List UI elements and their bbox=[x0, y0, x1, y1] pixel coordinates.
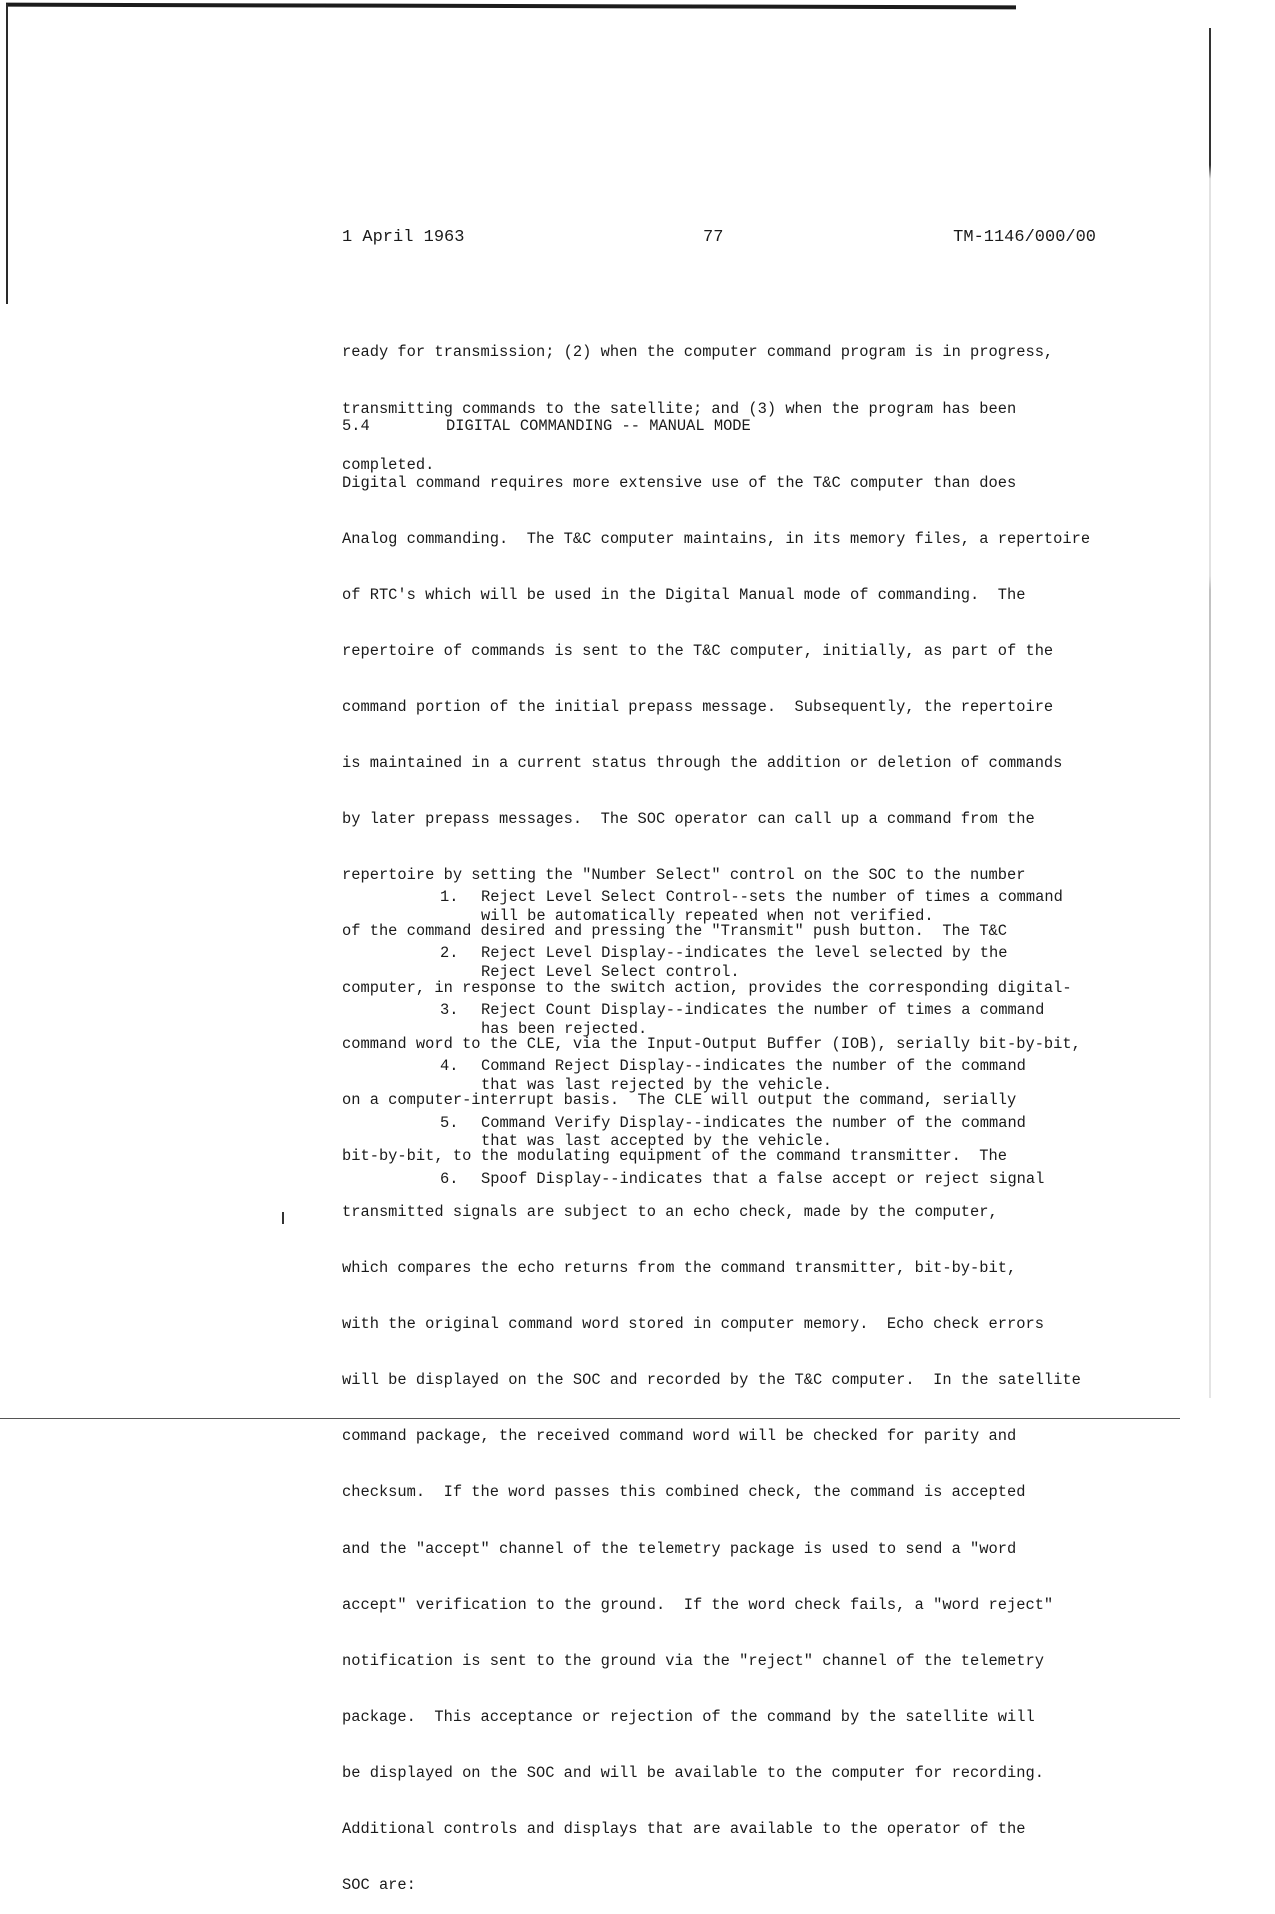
text-line: transmitting commands to the satellite; and (3) when the program has been bbox=[342, 399, 1017, 418]
page-header bbox=[342, 228, 1096, 254]
list-item bbox=[440, 1114, 1100, 1151]
text-line: and the "accept" channel of the telemetry package is used to send a "word bbox=[342, 1539, 1017, 1558]
list-item-text: Spoof Display--indicates that a false accept or reject signal bbox=[481, 1170, 1045, 1189]
document-id: TM-1146/000/00 bbox=[953, 228, 1096, 247]
scan-artifact-mark bbox=[282, 1212, 284, 1224]
text-line: ready for transmission; (2) when the computer command program is in progress, bbox=[342, 343, 1054, 362]
list-item bbox=[440, 1001, 1100, 1038]
scan-edge-right bbox=[1209, 28, 1211, 1398]
list-item-number: 6. bbox=[440, 1170, 459, 1189]
text-line: Additional controls and displays that are available to the operator of the bbox=[342, 1820, 1026, 1839]
text-line: command portion of the initial prepass message. Subsequently, the repertoire bbox=[342, 697, 1054, 716]
scan-edge-top bbox=[6, 3, 1016, 10]
text-line: on a computer-interrupt basis. The CLE will output the command, serially bbox=[342, 1090, 1017, 1109]
section-heading bbox=[342, 417, 1122, 436]
text-line: completed. bbox=[342, 455, 435, 474]
list-item-text: Command Verify Display--indicates the number of the command that was last accepted by the vehicle. bbox=[481, 1113, 1026, 1151]
text-line: accept" verification to the ground. If the word check fails, a "word reject" bbox=[342, 1595, 1054, 1614]
text-line: computer, in response to the switch action, provides the corresponding digital- bbox=[342, 978, 1072, 997]
list-item bbox=[440, 888, 1100, 925]
list-item-number: 3. bbox=[440, 1000, 459, 1019]
text-line: which compares the echo returns from the command transmitter, bit-by-bit, bbox=[342, 1259, 1017, 1278]
text-line: command word to the CLE, via the Input-Output Buffer (IOB), serially bit-by-bit, bbox=[342, 1034, 1081, 1053]
text-line: by later prepass messages. The SOC operator can call up a command from the bbox=[342, 810, 1035, 829]
list-item bbox=[440, 1057, 1100, 1094]
text-line: command package, the received command word will be checked for parity and bbox=[342, 1427, 1017, 1446]
text-line: with the original command word stored in computer memory. Echo check errors bbox=[342, 1315, 1044, 1334]
text-line: repertoire by setting the "Number Select" control on the SOC to the number bbox=[342, 866, 1026, 885]
list-item bbox=[440, 944, 1100, 981]
text-line: SOC are: bbox=[342, 1876, 416, 1895]
text-line: of RTC's which will be used in the Digital Manual mode of commanding. The bbox=[342, 585, 1026, 604]
list-item-text: Reject Level Display--indicates the level selected by the Reject Level Select control. bbox=[481, 944, 1008, 982]
text-line: Analog commanding. The T&C computer maintains, in its memory files, a repertoire bbox=[342, 529, 1091, 548]
text-line: checksum. If the word passes this combined check, the command is accepted bbox=[342, 1483, 1026, 1502]
text-line: is maintained in a current status through the addition or deletion of commands bbox=[342, 754, 1063, 773]
list-item-text: Reject Level Select Control--sets the number of times a command will be automatically repeated when not verified. bbox=[481, 888, 1063, 925]
list-item-number: 2. bbox=[440, 944, 459, 963]
list-item-number: 4. bbox=[440, 1057, 459, 1076]
text-line: be displayed on the SOC and will be available to the computer for recording. bbox=[342, 1764, 1044, 1783]
header-date: 1 April 1963 bbox=[342, 228, 465, 247]
list-item bbox=[440, 1170, 1100, 1189]
text-line: repertoire of commands is sent to the T&C computer, initially, as part of the bbox=[342, 641, 1054, 660]
text-line: Digital command requires more extensive use of the T&C computer than does bbox=[342, 473, 1017, 492]
section-number: 5.4 bbox=[342, 417, 370, 436]
list-item-number: 5. bbox=[440, 1113, 459, 1132]
list-item-number: 1. bbox=[440, 888, 459, 906]
text-line: bit-by-bit, to the modulating equipment of the command transmitter. The bbox=[342, 1146, 1007, 1165]
text-line: notification is sent to the ground via the "reject" channel of the telemetry bbox=[342, 1651, 1044, 1670]
list-item-text: Reject Count Display--indicates the number of times a command has been rejected. bbox=[481, 1000, 1045, 1038]
controls-list bbox=[440, 888, 1100, 1208]
page-number: 77 bbox=[703, 228, 724, 247]
text-line: of the command desired and pressing the "Transmit" push button. The T&C bbox=[342, 922, 1007, 941]
text-line: transmitted signals are subject to an echo check, made by the computer, bbox=[342, 1202, 998, 1221]
list-item-text: Command Reject Display--indicates the number of the command that was last rejected by the vehicle. bbox=[481, 1057, 1026, 1094]
text-line: package. This acceptance or rejection of the command by the satellite will bbox=[342, 1707, 1035, 1726]
scan-edge-left bbox=[6, 4, 8, 304]
section-title: DIGITAL COMMANDING -- MANUAL MODE bbox=[446, 417, 751, 436]
text-line: will be displayed on the SOC and recorded by the T&C computer. In the satellite bbox=[342, 1371, 1081, 1390]
